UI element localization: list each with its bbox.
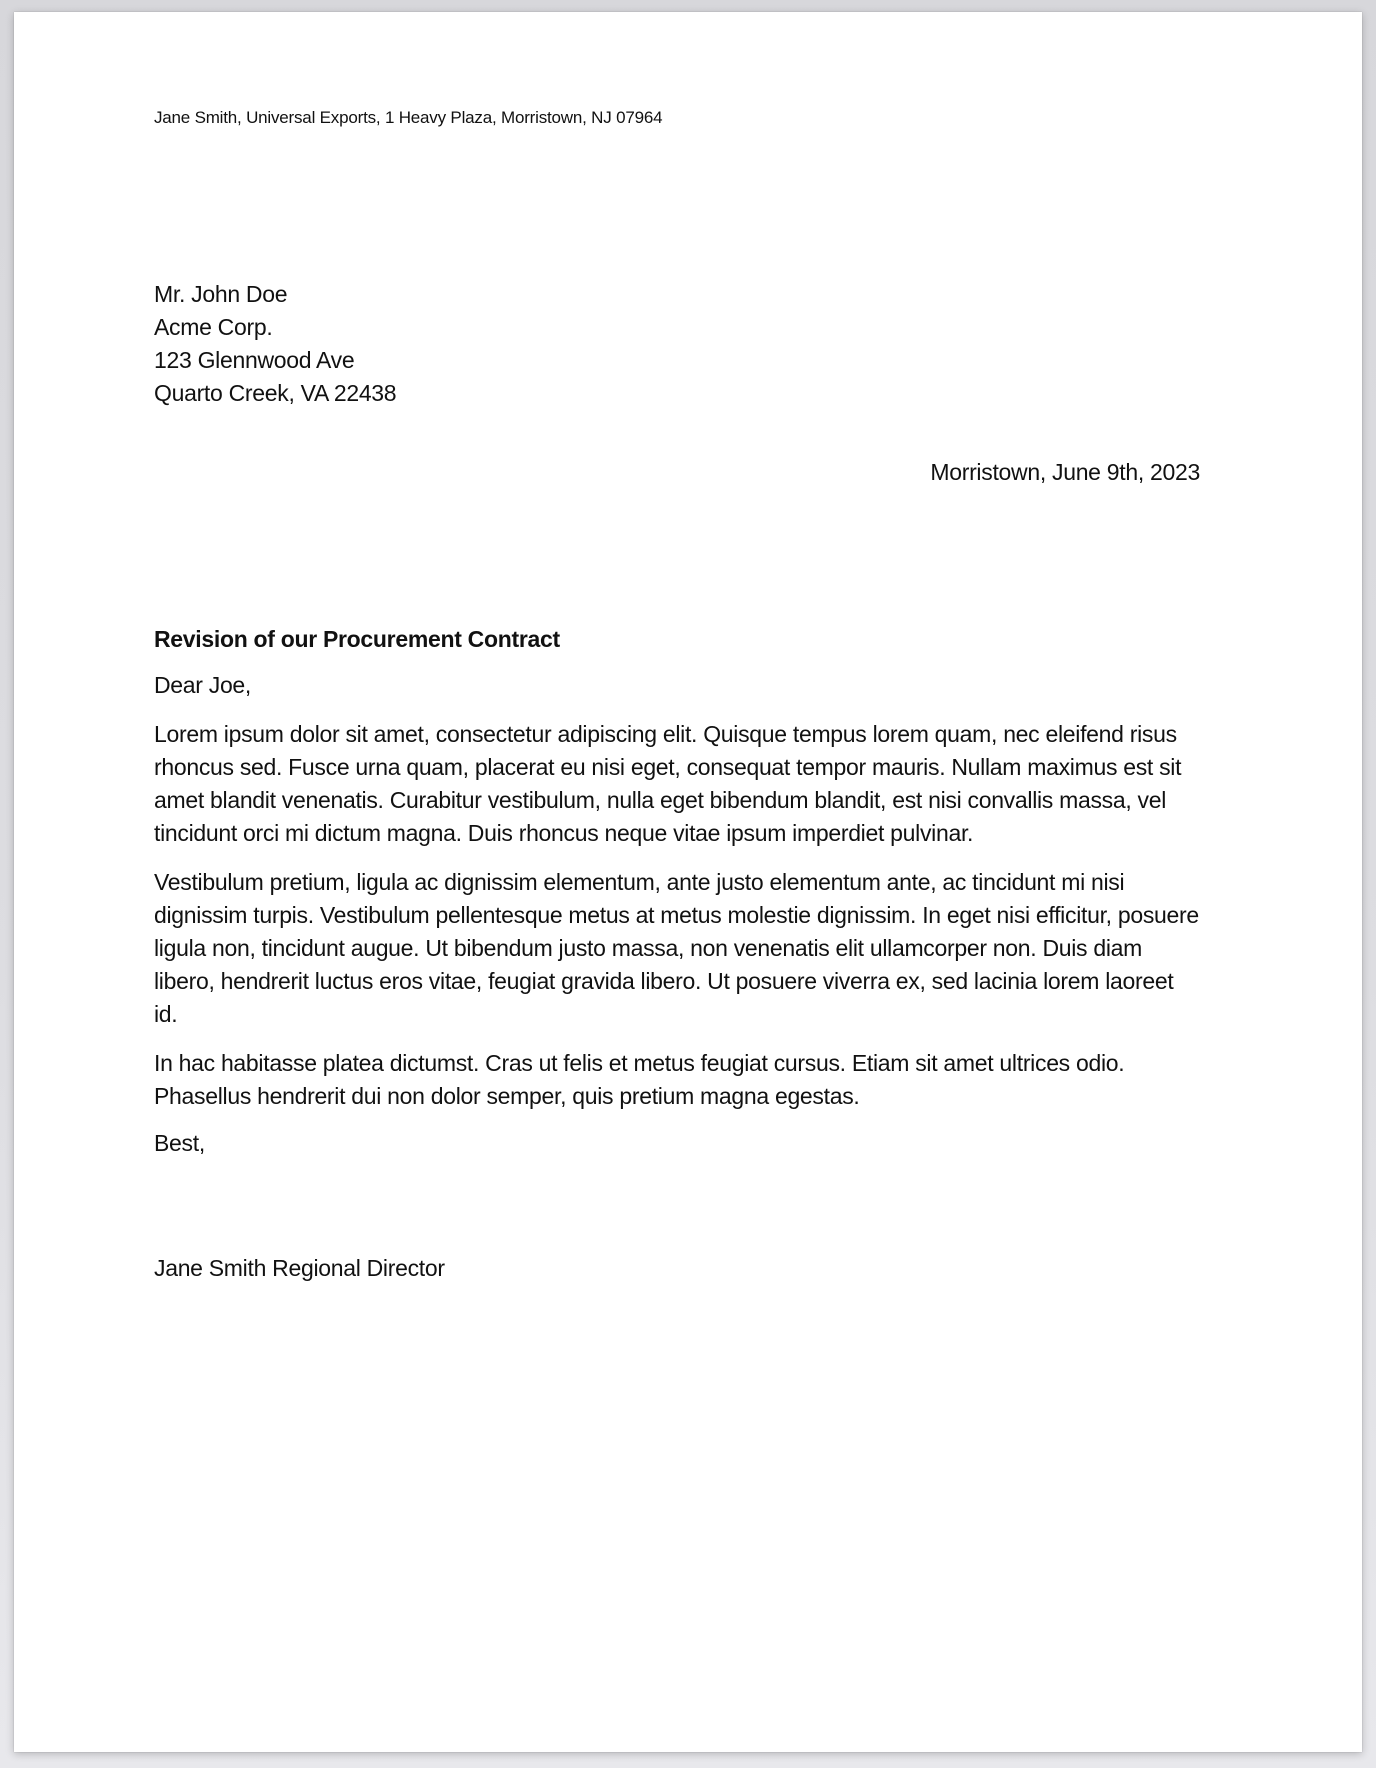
recipient-street: 123 Glennwood Ave <box>154 347 355 373</box>
recipient-name: Mr. John Doe <box>154 281 288 307</box>
recipient-city-state-zip: Quarto Creek, VA 22438 <box>154 380 397 406</box>
sender-line: Jane Smith, Universal Exports, 1 Heavy Plaza, Morristown, NJ 07964 <box>154 108 663 127</box>
date-line: Morristown, June 9th, 2023 <box>930 459 1200 485</box>
letter-page <box>14 12 1362 1752</box>
closing: Best, <box>154 1130 205 1156</box>
subject-line: Revision of our Procurement Contract <box>154 626 560 652</box>
signature-line: Jane Smith Regional Director <box>154 1255 445 1281</box>
body-paragraph: In hac habitasse platea dictumst. Cras ut felis et metus feugiat cursus. Etiam sit amet ultrices odio. Phasellus hendrerit dui non dolor semper, quis pretium magna egestas. <box>154 1050 1125 1109</box>
body-paragraph: Lorem ipsum dolor sit amet, consectetur adipiscing elit. Quisque tempus lorem quam, nec eleifend risus rhoncus sed. Fusce urna quam, placerat eu nisi eget, consequat tempor mauris. Nullam maximus est sit amet blandit venenatis. Curabitur vestibulum, nulla eget bibendum blandit, est nisi convallis massa, vel tincidunt orci mi dictum magna. Duis rhoncus neque vitae ipsum imperdiet pulvinar. <box>154 721 1182 846</box>
salutation: Dear Joe, <box>154 672 252 698</box>
body-paragraph: Vestibulum pretium, ligula ac dignissim elementum, ante justo elementum ante, ac tincidunt mi nisi dignissim turpis. Vestibulum pellentesque metus at metus molestie dignissim. In eget nisi efficitur, posuere ligula non, tincidunt augue. Ut bibendum justo massa, non venenatis elit ullamcorper non. Duis diam libero, hendrerit luctus eros vitae, feugiat gravida libero. Ut posuere viverra ex, sed lacinia lorem laoreet id. <box>154 869 1199 1027</box>
recipient-company: Acme Corp. <box>154 314 273 340</box>
recipient-address <box>154 278 1200 410</box>
